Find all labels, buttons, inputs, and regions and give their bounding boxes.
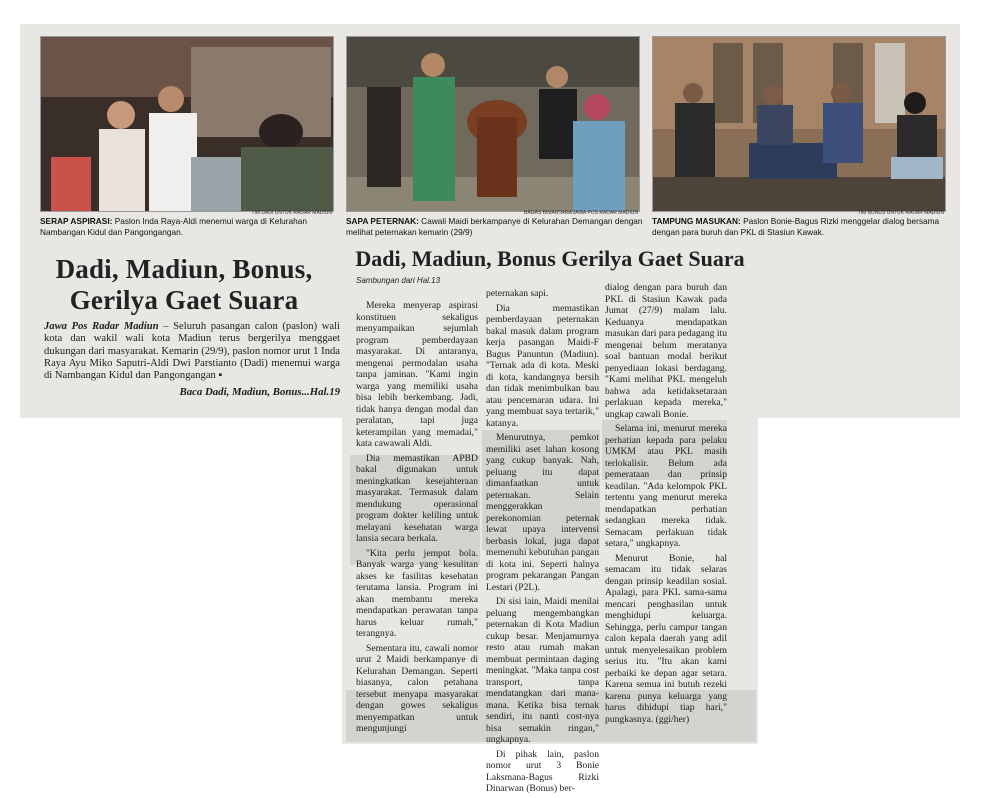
- photo-serap-aspirasi: [40, 36, 334, 212]
- paragraph: Sementara itu, cawali nomor urut 2 Maidi berkampanye di Kelurahan Demangan. Seperti biasanya, calon petahana tersebut menyapa masyarakat dengan gowes sekaligus menyempatkan untuk mengunjungi: [356, 642, 478, 734]
- paragraph: peternakan sapi.: [486, 288, 549, 299]
- caption-lead: TAMPUNG MASUKAN:: [652, 216, 741, 226]
- front-lead-paragraph: [44, 321, 340, 382]
- front-headline: Dadi, Madiun, Bonus, Gerilya Gaet Suara: [55, 254, 313, 315]
- dateline: Jawa Pos Radar Madiun: [44, 321, 159, 332]
- photo-credit: BAGAS BIMANTARA/JAWA POS RADAR MADIUN: [524, 210, 638, 216]
- paragraph: Menurutnya, pemkot memiliki aset lahan kosong yang cukup banyak. Nah, peluang itu dapat dimanfaatkan untuk peternakan. Selain menggerakkan perekonomian peternak lewat upaya intervensi berbasis lokal, juga dapat memenuhi kebutuhan pangan di kota ini. Seperti halnya program pekarangan Pangan Lestari (P2L).: [486, 432, 599, 593]
- caption-text: Paslon Bonie-Bagus Rizki menggelar dialog bersama dengan para buruh dan PKL di Stasiun Kawak.: [652, 216, 940, 237]
- paragraph: dialog dengan para buruh dan PKL di Stasiun Kawak pada Jumat (27/9) malam lalu. Keduanya mendapatkan masukan dari para pedagang itu mengenai belum meratanya soal bantuan modal berikut penyediaan lokasi berdagang. "Kami melihat PKL mengeluh bahwa ada ketidaksetaraan perlakuan kepada mereka," ungkap cawali Bonie.: [605, 282, 728, 420]
- photo-credit: TIM BONUS UNTUK RADAR MADIUN: [857, 210, 944, 216]
- paragraph: Dia memastikan APBD bakal digunakan untuk meningkatkan kesejahteraan masyarakat. Termasuk dalam mendukung operasional program dokter keliling untuk melayani kesehatan warga lansia secara berkala.: [356, 452, 478, 544]
- lead-text: – Seluruh pasangan calon (paslon) wali kota dan wakil wali kota Madiun terus bergerilya menggaet dukungan dari masyarakat. Kemarin (29/9), paslon nomor urut 1 Inda Raya Ayu Miko Saputri-Aldi Dwi Parstianto (Dadi) menemui warga di Nambangan Kidul dan Pangongangan ▪: [44, 321, 340, 382]
- caption-lead: SAPA PETERNAK:: [346, 216, 419, 226]
- caption-text: Paslon Inda Raya-Aldi menemui warga di Kelurahan Nambangan Kidul dan Pangongangan.: [40, 216, 308, 237]
- continuation-headline: Dadi, Madiun, Bonus Gerilya Gaet Suara: [355, 246, 745, 271]
- paragraph: Menurut Bonie, hal semacam itu tidak selaras dengan prinsip keadilan sosial. Apalagi, para PKL sama-sama mencari penghasilan untuk menghidupi keluarga. Sehingga, perlu campur tangan calon kepala daerah yang adil untuk menyelesaikan problem serius itu. "Itu akan kami perbaiki ke depan agar setara. Karena semua ini butuh rezeki karena punya keluarga yang harus dihidupi tiap hari," pungkasnya. (ggi/her): [605, 552, 727, 725]
- continued-from: Sambungan dari Hal.13: [356, 276, 441, 285]
- jump-line: Baca Dadi, Madiun, Bonus...Hal.19: [179, 386, 340, 398]
- photo-credit: TIM DADI UNTUK RADAR MADIUN: [251, 210, 332, 216]
- photo-caption: [652, 216, 952, 237]
- caption-lead: SERAP ASPIRASI:: [40, 216, 113, 226]
- paragraph: Dia memastikan pemberdayaan peternakan bakal masuk dalam program kerja pasangan Maidi-F Bagus Panuntun (Madiun). "Ternak ada di kota. Meski di kota, kandangnya bersih dan tidak menimbulkan bau atau pencemaran udara. Ini yang membuat saya tertarik," katanya.: [486, 302, 599, 429]
- photo-tampung-masukan: [652, 36, 946, 212]
- photo-caption: [346, 216, 646, 237]
- article-column-3: [605, 282, 727, 728]
- paragraph: "Kita perlu jemput bola. Banyak warga yang kesulitan akses ke fasilitas kesehatan terutama lansia. Program ini akan membantu mereka mendapatkan perawatan tanpa harus keluar rumah," terangnya.: [356, 547, 478, 639]
- photo-caption: [40, 216, 340, 237]
- article-column-1: [356, 300, 478, 738]
- caption-text: Cawali Maidi berkampanye di Kelurahan Demangan dengan melihat peternakan kemarin (29/9): [346, 216, 643, 237]
- photo-sapa-peternak: [346, 36, 640, 212]
- paragraph: Selama ini, menurut mereka perhatian kepada para pelaku UMKM atau PKL masih terlokalisir. Belum ada pemerataan dan prinsip keadilan. "Ada kelompok PKL tertentu yang menurut mereka mendapatkan perhatian sedangkan mereka tidak. Semacam perlakuan tidak setara," ungkapnya.: [605, 423, 727, 549]
- paragraph: Di pihak lain, paslon nomor urut 3 Bonie Laksmana-Bagus Rizki Dinarwan (Bonus) ber-: [486, 748, 599, 794]
- article-column-2: [486, 288, 599, 798]
- paragraph: Di sisi lain, Maidi menilai peluang mengembangkan peternakan di Kota Madiun cukup besar. Menjamurnya resto atau rumah makan membuat permintaan daging meningkat. "Maka tanpa cost transport, tanpa mendatangkan dari mana-mana. Ketika bisa ternak sendiri, itu nanti cost-nya bisa semakin ringan," ungkapnya.: [486, 596, 599, 745]
- paragraph: Mereka menyerap aspirasi konstituen sekaligus menyampaikan sejumlah program pemberdayaan masyarakat. Di antaranya, mengenai permodalan usaha tanpa jaminan. "Kami ingin warga yang memiliki usaha bisa lebih berkembang. Jadi, tidak hanya dengan modal dan peralatan, tapi juga keterampilan yang memadai," kata cawawali Aldi.: [356, 300, 478, 449]
